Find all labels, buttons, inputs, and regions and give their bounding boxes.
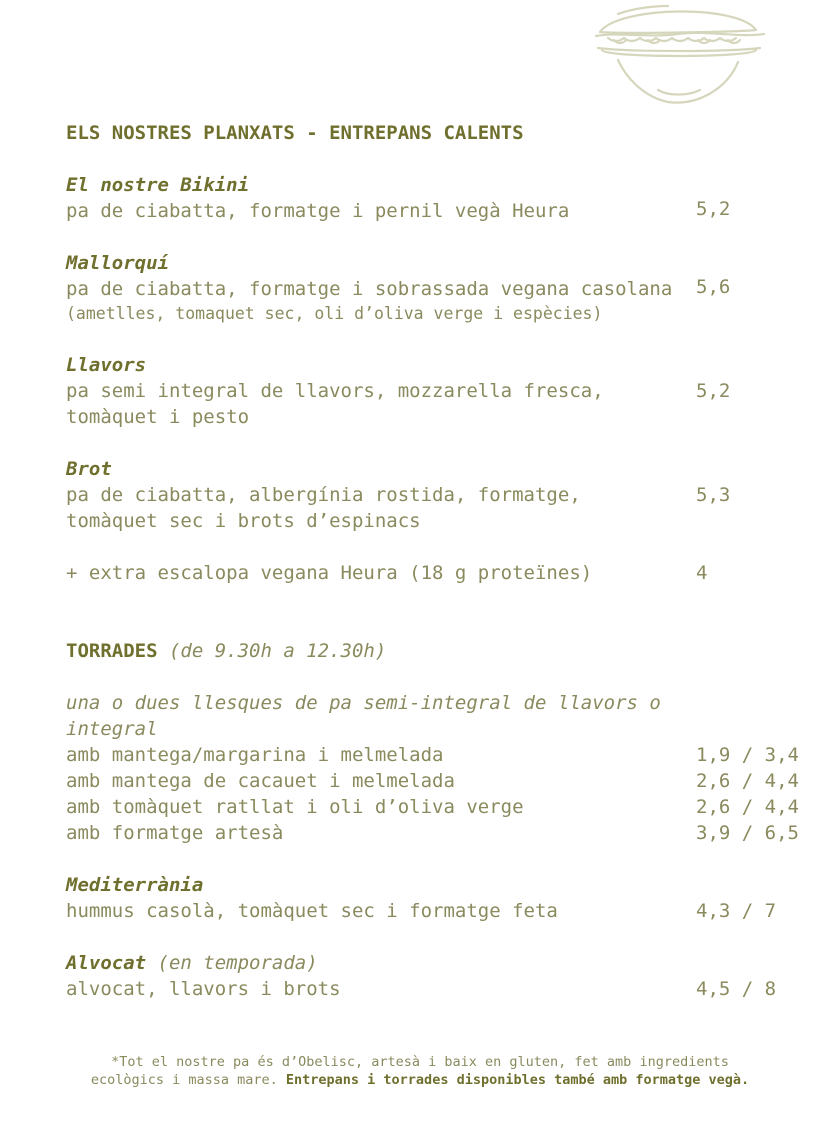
torrades-intro-2: integral: [66, 718, 158, 740]
extra-escalopa: + extra escalopa vegana Heura (18 g proteïnes): [66, 562, 593, 584]
torrada-option-1-price: 1,9 / 3,4: [696, 744, 799, 766]
item-price-llavors: 5,2: [696, 380, 731, 402]
item-price-mediterrania: 4,3 / 7: [696, 900, 777, 922]
item-name-bikini: El nostre Bikini: [66, 174, 250, 196]
item-heading-alvocat: [66, 952, 318, 974]
torrada-option-2-price: 2,6 / 4,4: [696, 770, 799, 792]
torrades-hours: (de 9.30h a 12.30h): [168, 640, 387, 662]
torrada-option-3: amb tomàquet ratllat i oli d’oliva verge: [66, 796, 524, 818]
footnote-line-2: [0, 1072, 840, 1088]
item-desc2-llavors: tomàquet i pesto: [66, 406, 250, 428]
footnote-plain: ecològics i massa mare.: [90, 1072, 278, 1088]
item-desc-brot: pa de ciabatta, albergínia rostida, formatge,: [66, 484, 581, 506]
item-name-llavors: Llavors: [66, 354, 147, 376]
item-price-brot: 5,3: [696, 484, 731, 506]
item-desc2-brot: tomàquet sec i brots d’espinacs: [66, 510, 421, 532]
torrada-option-3-price: 2,6 / 4,4: [696, 796, 799, 818]
footnote-line-1: *Tot el nostre pa és d’Obelisc, artesà i baix en gluten, fet amb ingredients: [111, 1054, 729, 1070]
torrada-option-4: amb formatge artesà: [66, 822, 284, 844]
item-desc-mediterrania: hummus casolà, tomàquet sec i formatge feta: [66, 900, 558, 922]
footnote-bold: Entrepans i torrades disponibles també amb formatge vegà.: [285, 1072, 750, 1088]
torrada-option-2: amb mantega de cacauet i melmelada: [66, 770, 455, 792]
sandwich-icon: [588, 2, 768, 106]
extra-escalopa-price: 4: [696, 562, 708, 584]
torrades-intro-1: una o dues llesques de pa semi-integral de llavors o: [66, 692, 661, 714]
item-price-alvocat: 4,5 / 8: [696, 978, 777, 1000]
item-note-alvocat: (en temporada): [157, 952, 318, 974]
torrades-title: TORRADES: [66, 640, 158, 662]
torrada-option-1: amb mantega/margarina i melmelada: [66, 744, 444, 766]
item-price-mallorqui: 5,6: [696, 276, 731, 298]
item-name-brot: Brot: [66, 458, 112, 480]
item-desc2-mallorqui: (ametlles, tomaquet sec, oli d’oliva verge i espècies): [66, 304, 603, 323]
item-desc-mallorqui: pa de ciabatta, formatge i sobrassada vegana casolana: [66, 278, 673, 300]
item-name-mediterrania: Mediterrània: [66, 874, 204, 896]
item-name-mallorqui: Mallorquí: [66, 252, 169, 274]
section-title-torrades: [66, 640, 386, 662]
item-price-bikini: 5,2: [696, 198, 731, 220]
torrada-option-4-price: 3,9 / 6,5: [696, 822, 799, 844]
item-desc-alvocat: alvocat, llavors i brots: [66, 978, 341, 1000]
item-name-alvocat: Alvocat: [66, 952, 147, 974]
item-desc-llavors: pa semi integral de llavors, mozzarella fresca,: [66, 380, 604, 402]
section-title-entrepans: ELS NOSTRES PLANXATS - ENTREPANS CALENTS: [66, 122, 524, 144]
item-desc-bikini: pa de ciabatta, formatge i pernil vegà Heura: [66, 200, 570, 222]
